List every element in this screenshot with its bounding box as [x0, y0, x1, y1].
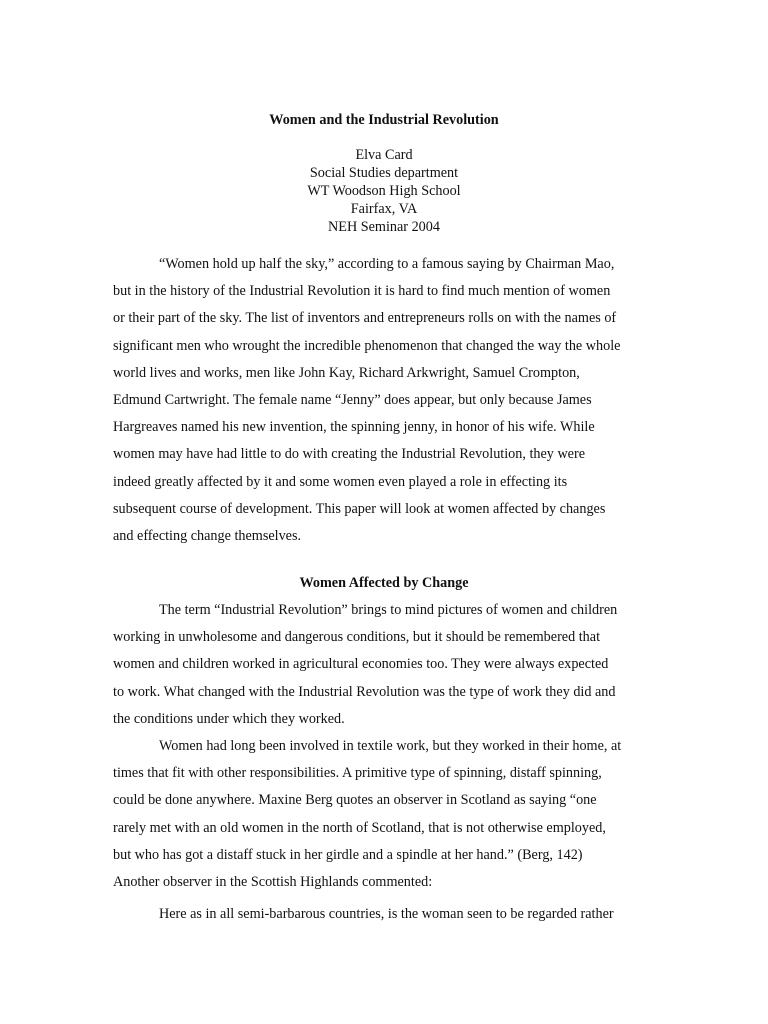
text-line: subsequent course of development. This paper will look at women affected by changes	[113, 500, 606, 517]
text-line: indeed greatly affected by it and some women even played a role in effecting its	[113, 473, 568, 490]
text-line: could be done anywhere. Maxine Berg quotes an observer in Scotland as saying “one	[113, 792, 597, 809]
text-line: Edmund Cartwright. The female name “Jenny” does appear, but only because James	[113, 391, 592, 408]
author-name: Elva Card	[355, 147, 413, 163]
text-line: “Women hold up half the sky,” according to a famous saying by Chairman Mao,	[159, 256, 615, 272]
text-line: women may have had little to do with creating the Industrial Revolution, they were	[113, 446, 586, 463]
text-line: and effecting change themselves.	[113, 527, 302, 544]
text-line: rarely met with an old women in the north of Scotland, that is not otherwise employed,	[113, 819, 606, 836]
text-line: significant men who wrought the incredible phenomenon that changed the way the whole	[113, 337, 621, 354]
section-body	[113, 597, 658, 896]
text-line: the conditions under which they worked.	[113, 710, 345, 727]
text-line: but in the history of the Industrial Revolution it is hard to find much mention of women	[113, 283, 611, 300]
text-line: but who has got a distaff stuck in her girdle and a spindle at her hand.” (Berg, 142)	[113, 846, 583, 863]
author-location: Fairfax, VA	[350, 201, 418, 217]
document-title: Women and the Industrial Revolution	[269, 112, 499, 128]
text-line: working in unwholesome and dangerous conditions, but it should be remembered that	[113, 629, 601, 646]
text-line: world lives and works, men like John Kay, Richard Arkwright, Samuel Crompton,	[113, 364, 580, 381]
text-line: times that fit with other responsibilities. A primitive type of spinning, distaff spinning,	[113, 765, 602, 782]
seminar-name: NEH Seminar 2004	[328, 219, 440, 235]
text-line: Hargreaves named his new invention, the spinning jenny, in honor of his wife. While	[113, 419, 595, 436]
author-department: Social Studies department	[309, 165, 459, 181]
intro-paragraph	[113, 251, 658, 550]
author-byline	[0, 146, 768, 236]
text-line: Another observer in the Scottish Highlands commented:	[113, 873, 433, 890]
text-line: women and children worked in agricultural economies too. They were always expected	[113, 656, 609, 673]
text-line: The term “Industrial Revolution” brings to mind pictures of women and children	[159, 602, 618, 618]
author-school: WT Woodson High School	[307, 183, 461, 199]
text-line: to work. What changed with the Industrial Revolution was the type of work they did and	[113, 683, 616, 700]
text-line: or their part of the sky. The list of inventors and entrepreneurs rolls on with the names of	[113, 310, 617, 327]
section-heading: Women Affected by Change	[299, 575, 469, 591]
block-quote: Here as in all semi-barbarous countries, is the woman seen to be regarded rather	[159, 906, 614, 922]
text-line: Women had long been involved in textile work, but they worked in their home, at	[159, 737, 622, 754]
